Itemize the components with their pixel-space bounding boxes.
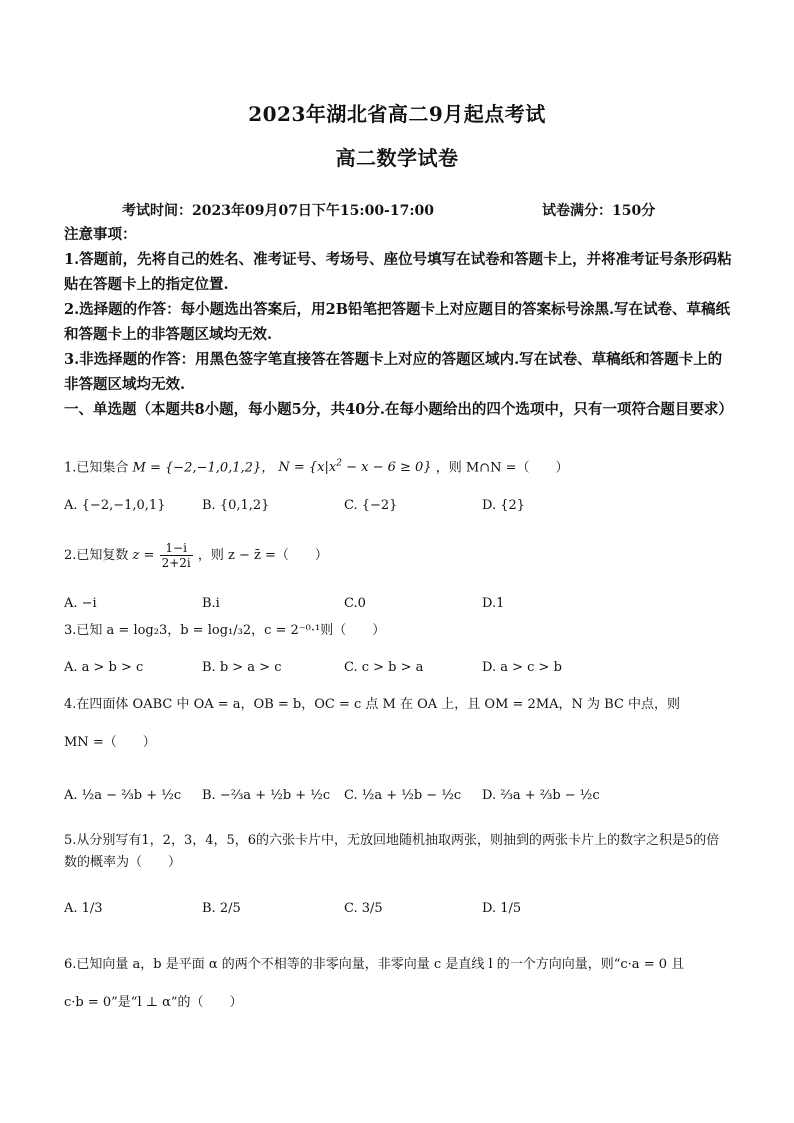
option-b: B.i [202,596,220,611]
notice-heading: 注意事项： [64,226,137,243]
fraction: $\frac{1-i}{2+2i}$ [161,541,191,570]
option-a: A. −i [64,596,97,611]
notice-item-3: 3.非选择题的作答：用黑色签字笔直接答在答题卡上对应的答题区域内.写在试卷、草稿纸和答题卡上的非答题区域均无效. [64,351,723,393]
notice-item-1: 1.答题前，先将自己的姓名、准考证号、考场号、座位号填写在试卷和答题卡上，并将准考证号条形码粘贴在答题卡上的指定位置. [64,251,732,293]
option-c: C. ½a + ½b − ½c [344,788,462,803]
notice [64,222,732,422]
question-6: 6.已知向量 a，b 是平面 α 的两个不相等的非零向量，非零向量 c 是直线 l 的一个方向向量，则“c·a = 0 且 c·b = 0”是“l ⊥ α”的（ ） [64,957,685,1010]
option-a: A. {−2,−1,0,1} [64,498,166,513]
option-a: A. 1/3 [64,901,103,916]
option-d: D. 1/5 [482,901,522,916]
question-1-options [64,498,732,522]
notice-item-2: 2.选择题的作答：每小题选出答案后，用2B铅笔把答题卡上对应题目的答案标号涂黑.写在试卷、草稿纸和答题卡上的非答题区域均无效. [64,301,731,343]
option-c: C.0 [344,596,366,611]
option-c: C. 3/5 [344,901,383,916]
option-d: D. a > c > b [482,660,562,675]
option-a: A. ½a − ⅔b + ½c [64,788,182,803]
exam-time: 考试时间：2023年09月07日下午15:00-17:00 [122,203,435,219]
option-b: B. {0,1,2} [202,498,270,513]
option-d: D. ⅔a + ⅔b − ½c [482,788,600,803]
option-d: D.1 [482,596,505,611]
section-heading: 一、单选题（本题共8小题，每小题5分，共40分.在每小题给出的四个选项中，只有一项符合题目要求） [64,401,733,418]
option-b: B. 2/5 [202,901,241,916]
question-5: 5.从分别写有1，2，3，4，5，6的六张卡片中，无放回地随机抽取两张，则抽到的两张卡片上的数字之积是5的倍数的概率为（ ） [64,833,720,870]
option-c: C. c > b > a [344,660,424,675]
option-b: B. −⅔a + ½b + ½c [202,788,331,803]
option-d: D. {2} [482,498,526,513]
exam-title: 2023年湖北省高二9月起点考试 [248,102,546,126]
option-c: C. {−2} [344,498,398,513]
option-b: B. b > a > c [202,660,282,675]
question-2-options [64,596,732,620]
question-4-options [64,788,732,812]
question-2: 2.已知复数 z = $\frac{1-i}{2+2i}$ ，则 z − z̄ =（ ） [64,541,328,570]
exam-subtitle: 高二数学试卷 [335,146,459,170]
option-a: A. a > b > c [64,660,144,675]
exam-meta [122,200,682,220]
full-score: 试卷满分：150分 [542,203,656,219]
question-3-options [64,660,732,684]
question-1: 1.已知集合 M = {−2,−1,0,1,2}， $N = \{x|x^2 - x - 6 \ge 0\}$ ，则 M∩N =（ ） [64,459,569,476]
question-4: 4.在四面体 OABC 中 OA = a，OB = b，OC = c 点 M 在 OA 上，且 OM = 2MA，N 为 BC 中点，则 MN =（ ） [64,697,681,750]
question-5-options [64,901,732,925]
question-3: 3.已知 a = log₂3，b = log₁/₃2，c = 2⁻⁰·¹则（ ） [64,623,386,638]
